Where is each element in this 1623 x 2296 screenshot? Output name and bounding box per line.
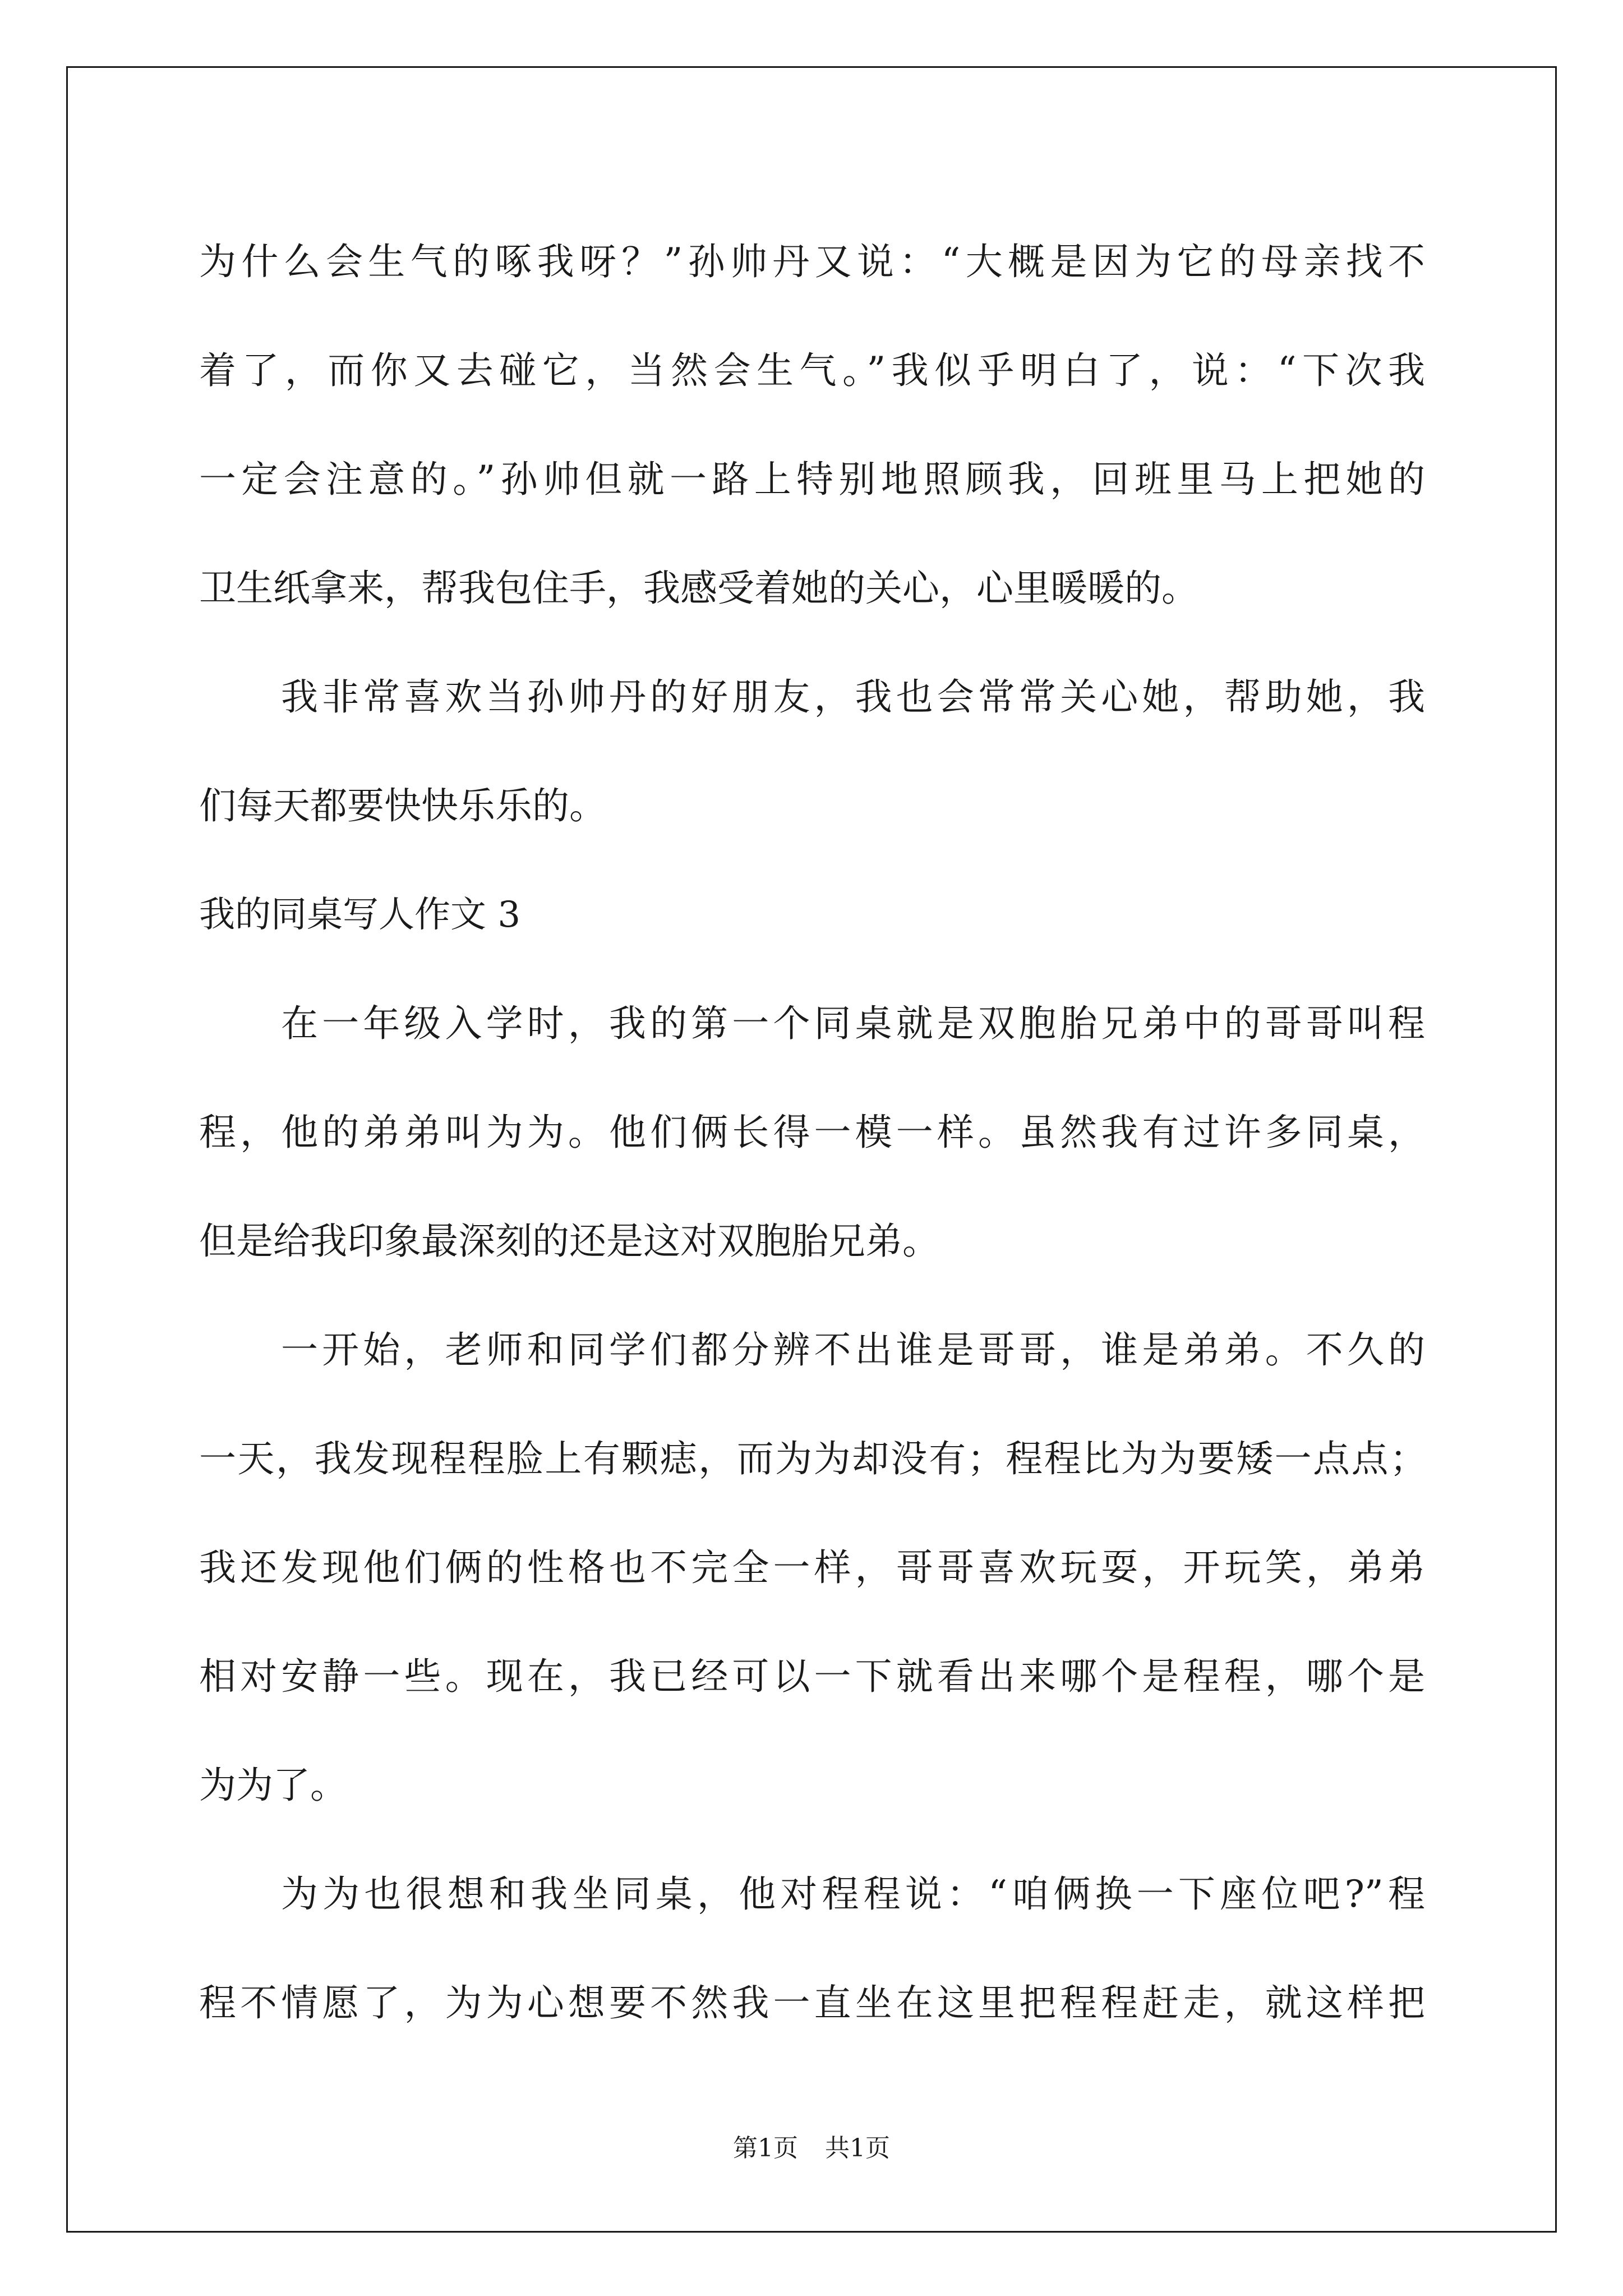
paragraph-first-line: 为为也很想和我坐同桌，他对程程说：“咱俩换一下座位吧?”程 — [281, 1872, 1425, 1916]
text-line: 一天，我发现程程脸上有颗痣，而为为却没有；程程比为为要矮一点点； — [199, 1437, 1425, 1480]
section-heading: 我的同桌写人作文 3 — [199, 894, 521, 936]
text-line: 但是给我印象最深刻的还是这对双胞胎兄弟。 — [199, 1220, 939, 1263]
text-line: 着了，而你又去碰它，当然会生气。”我似乎明白了，说：“下次我 — [199, 349, 1425, 392]
paragraph-first-line: 在一年级入学时，我的第一个同桌就是双胞胎兄弟中的哥哥叫程 — [281, 1002, 1425, 1045]
text-line: 们每天都要快快乐乐的。 — [199, 784, 606, 827]
text-line: 卫生纸拿来，帮我包住手，我感受着她的关心，心里暖暖的。 — [199, 567, 1198, 610]
text-line: 一定会注意的。”孙帅但就一路上特别地照顾我，回班里马上把她的 — [199, 458, 1425, 501]
paragraph-first-line: 我非常喜欢当孙帅丹的好朋友，我也会常常关心她，帮助她，我 — [281, 675, 1425, 719]
text-line: 我还发现他们俩的性格也不完全一样，哥哥喜欢玩耍，开玩笑，弟弟 — [199, 1546, 1425, 1589]
document-body — [199, 208, 1425, 2058]
text-line: 程不情愿了，为为心想要不然我一直坐在这里把程程赶走，就这样把 — [199, 1981, 1425, 2024]
text-line: 相对安静一些。现在，我已经可以一下就看出来哪个是程程，哪个是 — [199, 1655, 1425, 1698]
page-footer — [0, 2132, 1623, 2165]
text-line: 程，他的弟弟叫为为。他们俩长得一模一样。虽然我有过许多同桌， — [199, 1111, 1425, 1154]
page-total: 共1页 — [825, 2134, 890, 2162]
text-line: 为什么会生气的啄我呀？”孙帅丹又说：“大概是因为它的母亲找不 — [199, 240, 1425, 283]
page-number: 第1页 — [733, 2134, 798, 2162]
text-line: 为为了。 — [199, 1764, 347, 1807]
paragraph-first-line: 一开始，老师和同学们都分辨不出谁是哥哥，谁是弟弟。不久的 — [281, 1328, 1425, 1372]
